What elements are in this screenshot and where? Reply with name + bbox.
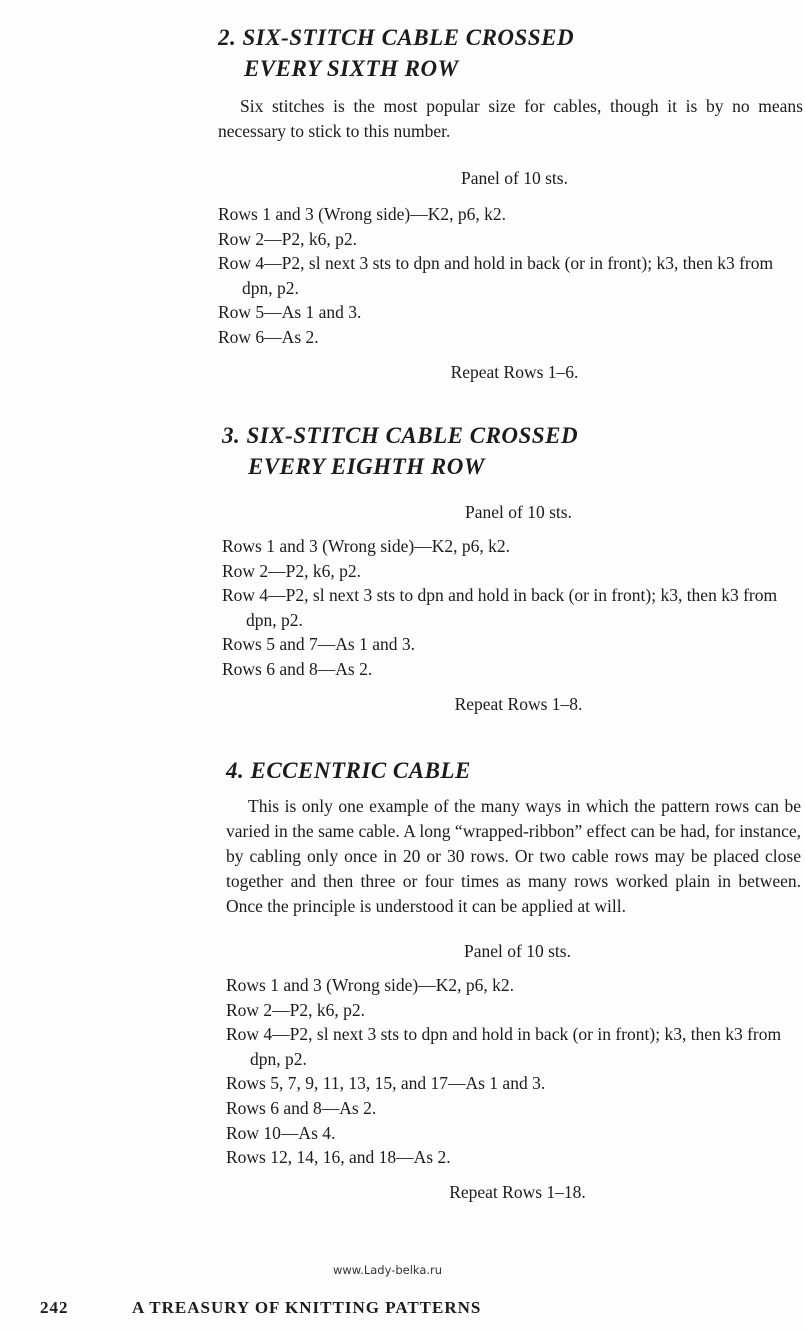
title-line-2: EVERY EIGHTH ROW	[248, 454, 485, 479]
page-number: 242	[40, 1298, 69, 1317]
section-title	[222, 420, 805, 482]
row-instruction: Rows 6 and 8—As 2.	[222, 658, 373, 679]
row-instructions	[226, 973, 801, 1170]
section-intro: This is only one example of the many ways in which the pattern rows can be varied in the same cable. A long “wrapped-ribbon” effect can be had, for instance, by cabling only once in 20 or 30 rows. Or two cable rows may be placed close together and then three or four times as many rows worked plain in between. Once the principle is understood it can be applied at will.	[226, 796, 801, 916]
row-instruction: Row 2—P2, k6, p2.	[222, 560, 362, 581]
section-title	[226, 755, 801, 786]
repeat-note: Repeat Rows 1–8.	[454, 693, 583, 714]
panel-size: Panel of 10 sts.	[461, 168, 568, 188]
row-instruction: Row 6—As 2.	[218, 326, 319, 347]
row-instruction: Row 10—As 4.	[226, 1122, 336, 1143]
row-instruction: Rows 1 and 3 (Wrong side)—K2, p6, k2.	[218, 204, 507, 224]
row-instruction: Row 2—P2, k6, p2.	[226, 999, 366, 1020]
panel-size: Panel of 10 sts.	[465, 502, 572, 522]
section-eccentric-cable	[226, 755, 801, 1204]
running-title: A TREASURY OF KNITTING PATTERNS	[132, 1298, 482, 1317]
page-footer	[40, 1298, 481, 1318]
row-instructions	[222, 534, 805, 682]
watermark-link[interactable]: www.Lady-belka.ru	[333, 1263, 443, 1277]
row-instruction: Row 4—P2, sl next 3 sts to dpn and hold in back (or in front); k3, then k3 from dpn, p2.	[226, 1024, 782, 1069]
row-instruction: Rows 12, 14, 16, and 18—As 2.	[226, 1147, 451, 1168]
repeat-note: Repeat Rows 1–18.	[449, 1181, 586, 1202]
row-instruction: Row 4—P2, sl next 3 sts to dpn and hold in back (or in front); k3, then k3 from dpn, p2.	[218, 253, 774, 298]
section-six-stitch-eighth-row	[222, 420, 805, 716]
row-instruction: Row 5—As 1 and 3.	[218, 302, 362, 323]
row-instruction: Rows 5 and 7—As 1 and 3.	[222, 634, 415, 655]
row-instruction: Rows 1 and 3 (Wrong side)—K2, p6, k2.	[226, 975, 515, 995]
section-title	[218, 22, 803, 84]
title-line-1: 4. ECCENTRIC CABLE	[226, 758, 471, 783]
title-line-2: EVERY SIXTH ROW	[244, 56, 459, 81]
section-six-stitch-sixth-row	[218, 22, 803, 384]
row-instruction: Rows 1 and 3 (Wrong side)—K2, p6, k2.	[222, 536, 511, 556]
section-intro: Six stitches is the most popular size for cables, though it is by no means necessary to stick to this number.	[218, 96, 803, 141]
panel-size: Panel of 10 sts.	[464, 941, 571, 961]
title-line-1: 2. SIX-STITCH CABLE CROSSED	[218, 25, 575, 50]
row-instructions	[218, 202, 803, 350]
row-instruction: Rows 5, 7, 9, 11, 13, 15, and 17—As 1 and 3.	[226, 1073, 546, 1094]
row-instruction: Row 4—P2, sl next 3 sts to dpn and hold in back (or in front); k3, then k3 from dpn, p2.	[222, 585, 778, 630]
title-line-1: 3. SIX-STITCH CABLE CROSSED	[222, 423, 579, 448]
row-instruction: Row 2—P2, k6, p2.	[218, 228, 358, 249]
repeat-note: Repeat Rows 1–6.	[450, 361, 579, 382]
row-instruction: Rows 6 and 8—As 2.	[226, 1097, 377, 1118]
